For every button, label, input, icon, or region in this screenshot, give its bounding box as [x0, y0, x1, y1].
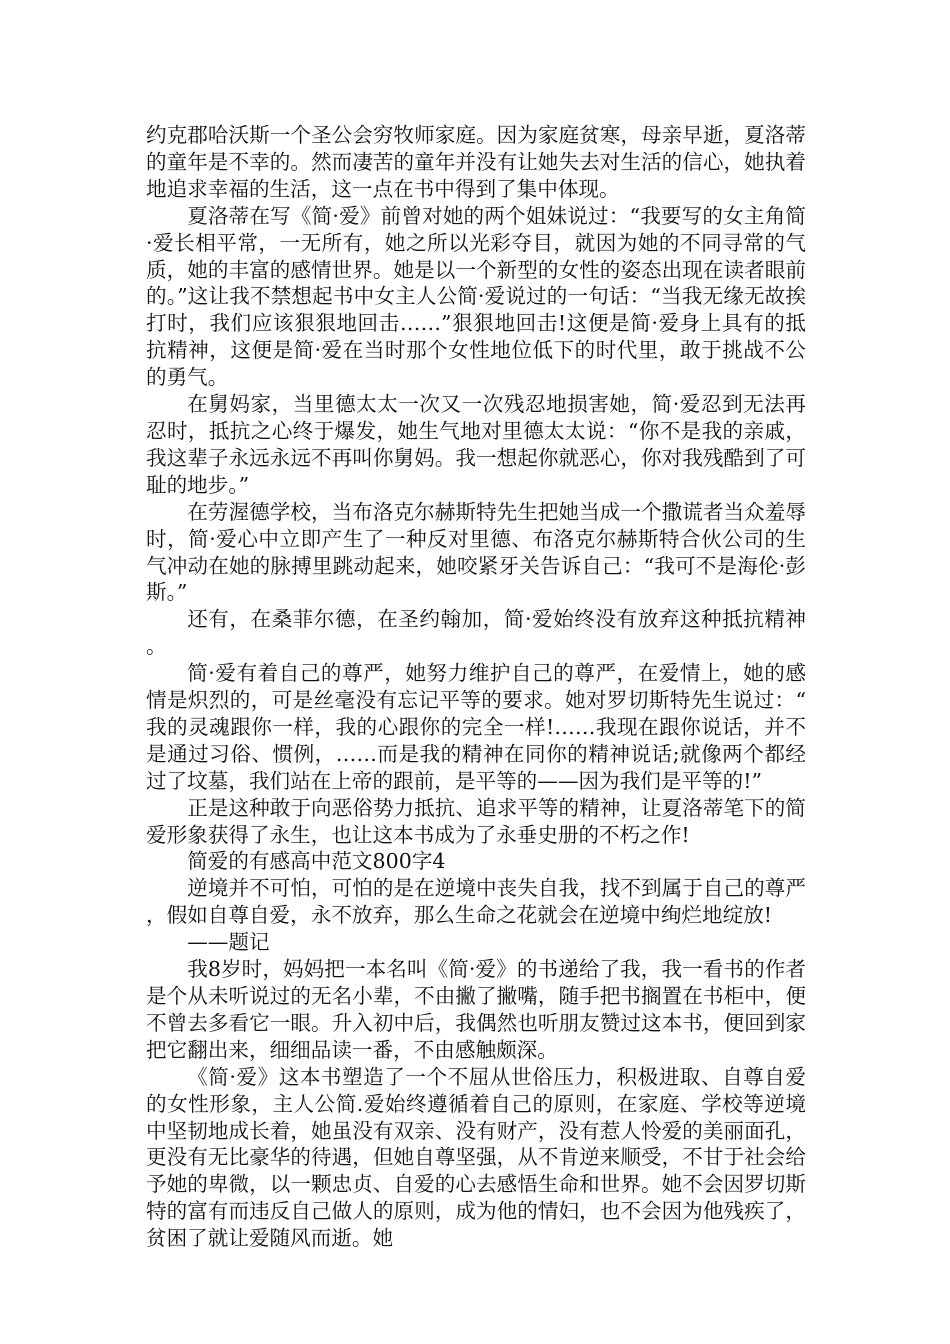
- epigraph: 逆境并不可怕，可怕的是在逆境中丧失自我，找不到属于自己的尊严，假如自尊自爱，永不放弃，那么生命之花就会在逆境中绚烂地绽放!: [146, 876, 806, 928]
- epigraph-attribution: ——题记: [187, 930, 270, 955]
- paragraph: 简·爱有着自己的尊严，她努力维护自己的尊严，在爱情上，她的感情是炽烈的，可是丝毫没有忘记平等的要求。她对罗切斯特先生说过：“我的灵魂跟你一样，我的心跟你的完全一样!……我现在跟你说话，并不是通过习俗、惯例，……而是我的精神在同你的精神说话;就像两个都经过了坟墓，我们站在上帝的跟前，是平等的——因为我们是平等的!”: [146, 661, 806, 793]
- paragraph: 还有，在桑菲尔德，在圣约翰加，简·爱始终没有放弃这种抵抗精神。: [146, 607, 806, 659]
- paragraph: 夏洛蒂在写《简·爱》前曾对她的两个姐妹说过：“我要写的女主角简·爱长相平常，一无所有，她之所以光彩夺目，就因为她的不同寻常的气质，她的丰富的感情世界。她是以一个新型的女性的姿态出现在读者眼前的。”这让我不禁想起书中女主人公简·爱说过的一句话：“当我无缘无故挨打时，我们应该狠狠地回击……”狠狠地回击!这便是简·爱身上具有的抵抗精神，这便是简·爱在当时那个女性地位低下的时代里，敢于挑战不公的勇气。: [146, 203, 806, 390]
- paragraph: 《简·爱》这本书塑造了一个不屈从世俗压力，积极进取、自尊自爱的女性形象，主人公简.爱始终遵循着自己的原则，在家庭、学校等逆境中坚韧地成长着，她虽没有双亲、没有财产，没有惹人怜爱的美丽面孔，更没有无比豪华的待遇，但她自尊坚强，从不肯逆来顺受，不甘于社会给予她的卑微，以一颗忠贞、自爱的心去感悟生命和世界。她不会因罗切斯特的富有而违反自己做人的原则，成为他的情妇，也不会因为他残疾了，贫困了就让爱随风而逝。她: [146, 1064, 806, 1251]
- paragraph: 在舅妈家，当里德太太一次又一次残忍地损害她，简·爱忍到无法再忍时，抵抗之心终于爆发，她生气地对里德太太说：“你不是我的亲戚，我这辈子永远永远不再叫你舅妈。我一想起你就恶心，你对我残酷到了可耻的地步。”: [146, 392, 806, 497]
- paragraph: 在劳渥德学校，当布洛克尔赫斯特先生把她当成一个撒谎者当众羞辱时，简·爱心中立即产生了一种反对里德、布洛克尔赫斯特合伙公司的生气冲动在她的脉搏里跳动起来，她咬紧牙关告诉自己：“我可不是海伦·彭斯。”: [146, 499, 806, 605]
- document-page: [146, 122, 806, 1252]
- section-heading: 简爱的有感高中范文800字4: [187, 849, 446, 874]
- paragraph: 约克郡哈沃斯一个圣公会穷牧师家庭。因为家庭贫寒，母亲早逝，夏洛蒂的童年是不幸的。然而凄苦的童年并没有让她失去对生活的信心，她执着地追求幸福的生活，这一点在书中得到了集中体现。: [146, 123, 806, 201]
- paragraph: 正是这种敢于向恶俗势力抵抗、追求平等的精神，让夏洛蒂笔下的简爱形象获得了永生，也让这本书成为了永垂史册的不朽之作!: [146, 795, 806, 847]
- paragraph: 我8岁时，妈妈把一本名叫《简·爱》的书递给了我，我一看书的作者是个从未听说过的无名小辈，不由撇了撇嘴，随手把书搁置在书柜中，便不曾去多看它一眼。升入初中后，我偶然也听朋友赞过这本书，便回到家把它翻出来，细细品读一番，不由感触颇深。: [146, 957, 806, 1062]
